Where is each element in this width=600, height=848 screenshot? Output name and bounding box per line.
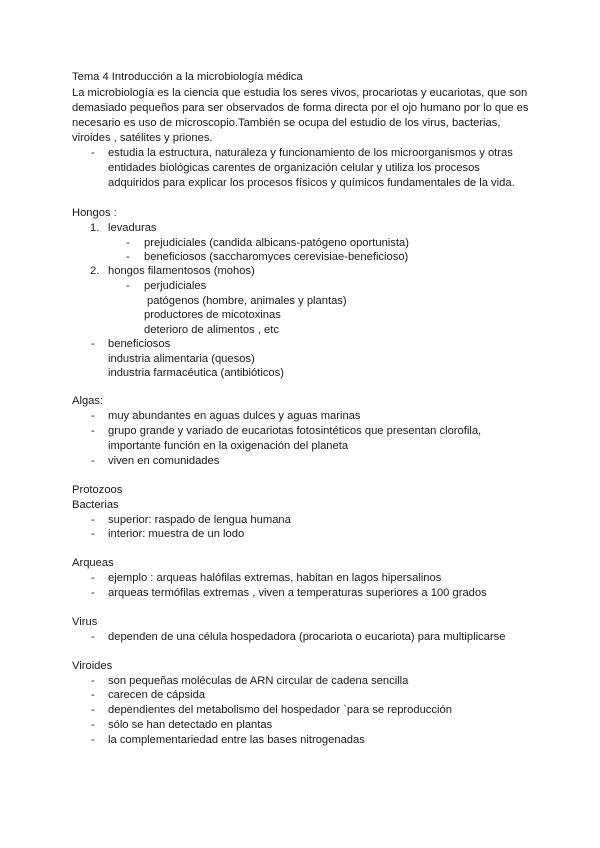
bullet-dash: - [91, 587, 95, 599]
section-heading-bacterias: Bacterias [72, 499, 119, 511]
bullet-dash: - [91, 704, 95, 716]
list-item: viven en comunidades [108, 455, 220, 467]
list-item: muy abundantes en aguas dulces y aguas marinas [108, 410, 361, 422]
bullet-dash: - [91, 631, 95, 643]
list-number: 1. [90, 222, 100, 234]
bullet-dash: - [126, 280, 130, 292]
bullet-dash: - [91, 410, 95, 422]
list-item: productores de micotoxinas [144, 309, 281, 321]
intro-bullet-line: estudia la estructura, naturaleza y funcionamiento de los microorganismos y otras [108, 147, 513, 159]
list-item: levaduras [108, 222, 157, 234]
intro-line: demasiado pequeños para ser observados de forma directa por el ojo humano por lo que es [72, 102, 529, 114]
section-heading-virus: Virus [72, 616, 98, 628]
section-heading-viroides: Viroides [72, 660, 113, 672]
bullet-dash: - [91, 514, 95, 526]
list-number: 2. [90, 265, 100, 277]
bullet-dash: - [91, 572, 95, 584]
list-item: beneficiosos [108, 338, 171, 350]
section-heading-arqueas: Arqueas [72, 557, 114, 569]
intro-line: viroides , satélites y priones. [72, 132, 213, 144]
bullet-dash: - [91, 734, 95, 746]
list-item: industria alimentaria (quesos) [108, 353, 255, 365]
intro-bullet-line: adquiridos para explicar los procesos físicos y químicos fundamentales de la vida. [108, 177, 515, 189]
list-item: industria farmacéutica (antibióticos) [108, 367, 284, 379]
bullet-dash: - [91, 528, 95, 540]
list-item: beneficiosos (saccharomyces cerevisiae-beneficioso) [144, 251, 409, 263]
section-heading-algas: Algas: [72, 395, 104, 407]
bullet-dash: - [126, 237, 130, 249]
list-item: patógenos (hombre, animales y plantas) [147, 295, 347, 307]
bullet-dash: - [91, 689, 95, 701]
list-item: arqueas termófilas extremas , viven a temperaturas superiores a 100 grados [108, 587, 487, 599]
list-item: ejemplo : arqueas halófilas extremas, habitan en lagos hipersalinos [108, 572, 442, 584]
bullet-dash: - [126, 251, 130, 263]
list-item: interior: muestra de un lodo [108, 528, 245, 540]
list-item: superior: raspado de lengua humana [108, 514, 291, 526]
list-item: prejudiciales (candida albicans-patógeno oportunista) [144, 237, 409, 249]
bullet-dash: - [91, 338, 95, 350]
list-item: dependen de una célula hospedadora (procariota o eucariota) para multiplicarse [108, 631, 506, 643]
bullet-dash: - [91, 675, 95, 687]
section-heading-protozoos: Protozoos [72, 484, 123, 496]
list-item: hongos filamentosos (mohos) [108, 265, 255, 277]
list-item: deterioro de alimentos , etc [144, 324, 279, 336]
section-heading-hongos: Hongos : [72, 207, 117, 219]
list-item: sólo se han detectado en plantas [108, 719, 273, 731]
list-item: importante función en la oxigenación del planeta [108, 440, 349, 452]
intro-line: necesario es uso de microscopio.También se ocupa del estudio de los virus, bacterias, [72, 117, 501, 129]
bullet-dash: - [91, 425, 95, 437]
list-item: grupo grande y variado de eucariotas fotosintéticos que presentan clorofila, [108, 425, 482, 437]
page-title: Tema 4 Introducción a la microbiología médica [72, 71, 303, 83]
intro-line: La microbiología es la ciencia que estudia los seres vivos, procariotas y eucariotas, que son [72, 87, 528, 99]
list-item: la complementariedad entre las bases nitrogenadas [108, 734, 365, 746]
bullet-dash: - [91, 455, 95, 467]
list-item: carecen de cápsida [108, 689, 206, 701]
intro-bullet-line: entidades biológicas carentes de organización celular y utiliza los procesos [108, 162, 480, 174]
list-item: perjudiciales [144, 280, 207, 292]
list-item: son pequeñas moléculas de ARN circular de cadena sencilla [108, 675, 409, 687]
bullet-dash: - [91, 147, 95, 159]
bullet-dash: - [91, 719, 95, 731]
list-item: dependientes del metabolismo del hospedador `para se reproducción [108, 704, 452, 716]
